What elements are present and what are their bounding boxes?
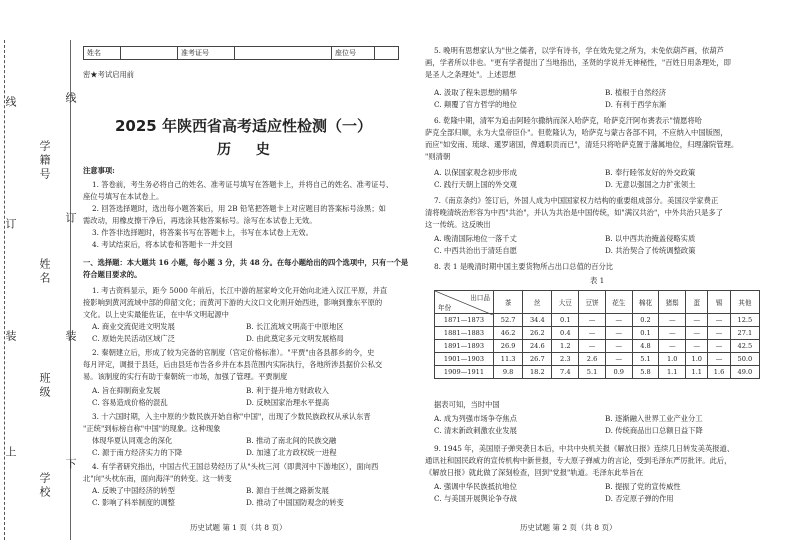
table-cell: — (686, 327, 708, 340)
section-heading-cont: 符合题目要求的。 (83, 270, 142, 279)
table-row (435, 327, 760, 340)
table-cell: 1.1 (659, 366, 686, 379)
table-cell: 34.4 (523, 314, 552, 327)
corner-bottom-label: 年份 (438, 304, 452, 312)
table-column-header: 蛋 (686, 291, 708, 314)
note-line: 2. 回答选择题时，选出每小题答案后，用 2B 铅笔把答题卡上对应题目的答案标号涂黑；如 (92, 204, 386, 213)
q9-option-a[interactable]: A. 强调中华民族抵抗地位 (434, 482, 517, 491)
q6-option-d[interactable]: D. 无意以强国之力扩张领土 (605, 180, 696, 189)
q7-option-c[interactable]: C. 中西共治出于清廷自愿 (434, 246, 517, 255)
note-line: 需改动，用橡皮擦干净后，再选涂其他答案标号。涂写在本试卷上无效。 (83, 216, 317, 225)
table-cell: 12.5 (730, 314, 759, 327)
q6-line: 萨克全部归顺，永为大皇帝臣仆"。但乾隆认为，哈萨克与蒙古各部不同，不应纳入中国版图， (425, 128, 728, 137)
candidate-info-table (83, 46, 399, 60)
table-cell: — (686, 314, 708, 327)
seat-field[interactable] (375, 47, 399, 60)
table-cell: — (659, 340, 686, 353)
q3-line: 3. 十六国时期，入主中原的少数民族开始自称"中国"，出现了少数民族政权从承认东晋 (92, 412, 371, 421)
row-year-cell: 1901—1903 (435, 353, 494, 366)
q7-option-b[interactable]: B. 以中西共治掩盖侵略实质 (605, 234, 696, 243)
q4-option-c[interactable]: C. 影响了科举制度的调整 (92, 498, 175, 507)
student-name-label: 姓名 (38, 258, 51, 286)
table-cell: — (579, 314, 606, 327)
q8-line: 8. 表 1 是晚清时期中国主要货物所占出口总值的百分比 (434, 262, 614, 271)
table-column-header: 花生 (605, 291, 632, 314)
table-cell: 0.1 (552, 314, 579, 327)
gutter-label-down: 下 (64, 458, 77, 472)
school-label: 学校 (38, 472, 51, 500)
q7-line: 这一传统。这反映出 (425, 220, 491, 229)
table-cell: 46.2 (494, 327, 523, 340)
table-cell: — (708, 340, 730, 353)
table-cell: 27.1 (730, 327, 759, 340)
q6-line: 而应"如安南、琉球、暹罗诸国，俾通职贡而已"，清廷只将哈萨克置于藩属地位，归理藩院管理。 (425, 140, 739, 149)
table-cell: 7.4 (552, 366, 579, 379)
q2-line: 易。该制度的实行有助于秦朝统一市场，加强了管理。平贾制度 (83, 372, 288, 381)
table-cell: 52.7 (494, 314, 523, 327)
q5-line: 画，学者所以非也。"更有学者提出了当地指出，圣贤的学说并无神秘性，"百姓日用条理处，即 (425, 58, 731, 67)
table-column-header: 锡 (708, 291, 730, 314)
table-cell: — (605, 340, 632, 353)
table-cell: 0.2 (632, 314, 659, 327)
export-table (434, 290, 760, 379)
table-cell: 0.4 (552, 327, 579, 340)
q3-line: "正统"到标榜自称"中国"的现象。这种现象 (83, 424, 221, 433)
q2-option-b[interactable]: B. 利于提升地方财政收入 (246, 386, 329, 395)
table-cell: 5.8 (632, 366, 659, 379)
table-cell: 0.9 (605, 366, 632, 379)
q5-option-b[interactable]: B. 植根于自然经济 (605, 88, 667, 97)
q5-option-d[interactable]: D. 有利于西学东渐 (605, 100, 667, 109)
q8-post-line: 据表可知，当时中国 (434, 400, 500, 409)
q6-line: 6. 乾隆中期，清军为追击阿睦尔撒纳而深入哈萨克，哈萨克汗阿布赉表示"情愿将哈 (434, 116, 703, 125)
q1-line: 接影响到黄河流域中部的仰韶文化；而黄河下游的大汶口文化则开始西进，影响到豫东平原的 (83, 298, 383, 307)
table-cell: 1.1 (686, 366, 708, 379)
table-cell: 11.3 (494, 353, 523, 366)
table-cell: — (708, 353, 730, 366)
q1-option-b[interactable]: B. 长江流域文明高于中原地区 (246, 322, 344, 331)
table-cell: — (605, 353, 632, 366)
gutter-label-line: 线 (4, 96, 17, 110)
table-header-row (435, 291, 760, 314)
q1-option-a[interactable]: A. 商业交流促进文明发展 (92, 322, 175, 331)
table-cell: 24.6 (523, 340, 552, 353)
section-heading: 一、选择题：本大题共 16 小题，每小题 3 分，共 48 分。在每小题给出的四个选项中，只有一个是 (83, 258, 409, 267)
table-cell: — (605, 314, 632, 327)
q9-line: 《解放日报》就此做了深刻检查，回到"党报"轨道。毛泽东此举旨在 (425, 468, 644, 477)
table-cell: 42.5 (730, 340, 759, 353)
q2-line: 每月评定，调报于县廷，后由县廷布告各乡并在本县范围内实际执行，各地所涉县据价公私交 (83, 360, 383, 369)
table-cell: 18.2 (523, 366, 552, 379)
table-cell: 4.8 (632, 340, 659, 353)
table-cell: — (686, 340, 708, 353)
footer-page-1: 历史试题 第 1 页（共 8 页） (190, 523, 287, 532)
table-cell: — (708, 327, 730, 340)
q4-line: 4. 有学者研究指出，中国古代王国总势经历了从"头枕三河（即黄河中下游地区），面向西 (92, 462, 379, 471)
table-column-header: 棉花 (632, 291, 659, 314)
q6-option-a[interactable]: A. 以保国家观念初步形成 (434, 168, 517, 177)
table-cell: 49.0 (730, 366, 759, 379)
table-column-header: 猪鬃 (659, 291, 686, 314)
footer-page-2: 历史试题 第 2 页（共 8 页） (520, 523, 617, 532)
table-row (435, 314, 760, 327)
q3-option-b[interactable]: B. 推动了南北间的民族交融 (246, 436, 337, 445)
q9-option-d[interactable]: D. 否定原子弹的作用 (605, 494, 674, 503)
table-cell: 26.7 (523, 353, 552, 366)
q1-option-d[interactable]: D. 由此奠定多元文明发展格局 (246, 334, 344, 343)
gutter-label-staple-right: 订 (64, 212, 77, 226)
row-year-cell: 1881—1883 (435, 327, 494, 340)
q8-option-d[interactable]: D. 传统商品出口总额日益下降 (605, 426, 703, 435)
ticket-field[interactable] (235, 47, 332, 60)
row-year-cell: 1871—1873 (435, 314, 494, 327)
subject-title: 历 史 (217, 142, 280, 158)
table-cell: 1.6 (708, 366, 730, 379)
q4-option-a[interactable]: A. 反映了中国经济的转型 (92, 486, 175, 495)
table-cell: 26.2 (523, 327, 552, 340)
q5-option-a[interactable]: A. 汲取了程朱思想的精华 (434, 88, 517, 97)
table-cell: — (605, 327, 632, 340)
q4-option-d[interactable]: D. 推动了中国国防观念的转变 (246, 498, 344, 507)
corner-top-label: 出口品 (470, 294, 490, 302)
gutter-label-up: 上 (4, 446, 17, 460)
q4-option-b[interactable]: B. 源自于丝绸之路新发展 (246, 486, 329, 495)
q6-option-c[interactable]: C. 践行天朝上国的外交观 (434, 180, 517, 189)
q9-option-c[interactable]: C. 与美国开展舆论争夺战 (434, 494, 517, 503)
q8-option-a[interactable]: A. 成为列强市场争夺焦点 (434, 414, 517, 423)
class-label: 班级 (38, 372, 51, 400)
table-column-header: 茶 (494, 291, 523, 314)
table-cell: — (708, 314, 730, 327)
table-cell: 5.1 (579, 366, 606, 379)
note-line: 座位号填写在本试卷上。 (83, 192, 164, 201)
row-year-cell: 1891—1893 (435, 340, 494, 353)
ticket-label: 准考证号 (178, 47, 235, 60)
gutter-dashed-line (4, 40, 5, 540)
note-line: 4. 考试结束后，将本试卷和答题卡一并交回 (92, 240, 233, 249)
notes-heading: 注意事项: (83, 166, 115, 175)
q1-line: 1. 考古资料显示，距今 5000 年前后，长江中游的屈家岭文化开始向北进入汉江平原，并直 (92, 286, 388, 295)
note-line: 3. 作答非选择题时，将答案书写在答题卡上，书写在本试卷上无效。 (92, 228, 313, 237)
q9-line: 9. 1945 年，美国原子弹突袭日本后，中共中央机关报《解放日报》连续几日转发美英报道、 (434, 444, 735, 453)
name-label: 姓名 (84, 47, 121, 60)
table-row (435, 353, 760, 366)
table-cell: — (659, 314, 686, 327)
q3-option-a[interactable]: 体现华夏认同观念的深化 (92, 436, 173, 445)
q8-option-b[interactable]: B. 逐渐融入世界工业产业分工 (605, 414, 703, 423)
table-cell: 1.2 (552, 340, 579, 353)
table-column-header: 大豆 (552, 291, 579, 314)
q5-line: 5. 晚明有思想家认为"世之儒者，以学有诗书，学在效先觉之所为，未免依葫芦画，依葫芦 (434, 46, 724, 55)
q2-option-c[interactable]: C. 容易造成价格的混乱 (92, 398, 168, 407)
q2-line: 2. 秦朝建立后，形成了较为完备的官制度（官定价格标准）。"平贾"由各县都乡的令，史 (92, 348, 375, 357)
q2-option-a[interactable]: A. 旨在抑制商业发展 (92, 386, 161, 395)
q6-line: "则清朝 (425, 152, 451, 161)
table-body (435, 314, 760, 379)
gutter-label-line-right: 线 (64, 92, 77, 106)
note-line: 1. 答卷前，考生务必将自己的姓名、准考证号填写在答题卡上，并将自己的姓名、准考证号、 (92, 180, 394, 189)
gutter-label-bind: 装 (4, 330, 17, 344)
table-cell: 50.0 (730, 353, 759, 366)
table-cell: 1.0 (659, 353, 686, 366)
table-cell: 0.1 (632, 327, 659, 340)
gutter-label-staple: 订 (4, 218, 17, 232)
exam-title: 2025 年陕西省高考适应性检测（一） (115, 117, 372, 135)
q6-option-b[interactable]: B. 奉行睦邻友好的外交政策 (605, 168, 696, 177)
table-cell: — (579, 340, 606, 353)
q4-line: 北"向"头枕东南，面向海洋"的转变。这一转变 (83, 474, 232, 483)
table-cell: — (659, 327, 686, 340)
seat-label: 座位号 (332, 47, 375, 60)
q1-line: 文化。以上史实最能佐证，在中华文明起源中 (83, 310, 229, 319)
q3-option-c[interactable]: C. 源于南方经济实力的下降 (92, 448, 183, 457)
table-cell: — (579, 327, 606, 340)
table-corner-cell (435, 291, 494, 314)
table-cell: 2.3 (552, 353, 579, 366)
q5-option-c[interactable]: C. 颠覆了官方哲学的地位 (434, 100, 517, 109)
table-row (435, 366, 760, 379)
q7-line: 清将晚清统治形容为中西"共治"，并认为共治是中国传统，如"满汉共治"，中外共治只是多了 (425, 208, 724, 217)
q8-option-c[interactable]: C. 清末新政刺激农业发展 (434, 426, 517, 435)
name-field[interactable] (121, 47, 178, 60)
table-cell: 5.1 (632, 353, 659, 366)
q1-option-c[interactable]: C. 原始先民活动区域广泛 (92, 334, 175, 343)
q9-option-b[interactable]: B. 提振了党的宣传威性 (605, 482, 681, 491)
q9-line: 通讯社和国民政府的宣传机构中新世报，专大原子弹威力的言论，受到毛泽东严厉批评。此后， (425, 456, 732, 465)
row-year-cell: 1909—1911 (435, 366, 494, 379)
table-caption: 表 1 (590, 276, 605, 285)
q5-line: 是圣人之条理处"。上述思想 (425, 70, 516, 79)
table-column-header: 其他 (730, 291, 759, 314)
table-row (435, 340, 760, 353)
q7-line: 7.《南京条约》签订后，外国人成为中国国家权力结构的重要组成部分。美国汉学家费正 (434, 196, 719, 205)
table-column-header: 豆饼 (579, 291, 606, 314)
gutter-label-bind-right: 装 (64, 330, 77, 344)
secret-mark: 密★考试启用前 (83, 70, 135, 79)
q7-option-a[interactable]: A. 晚清国际地位一落千丈 (434, 234, 517, 243)
q7-option-d[interactable]: D. 共治契合了传统调整政策 (605, 246, 696, 255)
table-cell: 26.9 (494, 340, 523, 353)
q3-option-d[interactable]: D. 加速了北方政权统一进程 (246, 448, 337, 457)
table-cell: 1.0 (686, 353, 708, 366)
table-cell: 2.6 (579, 353, 606, 366)
q2-option-d[interactable]: D. 反映国家治理水平提高 (246, 398, 330, 407)
student-id-label: 学籍号 (38, 140, 51, 182)
table-column-header: 丝 (523, 291, 552, 314)
table-cell: 9.8 (494, 366, 523, 379)
